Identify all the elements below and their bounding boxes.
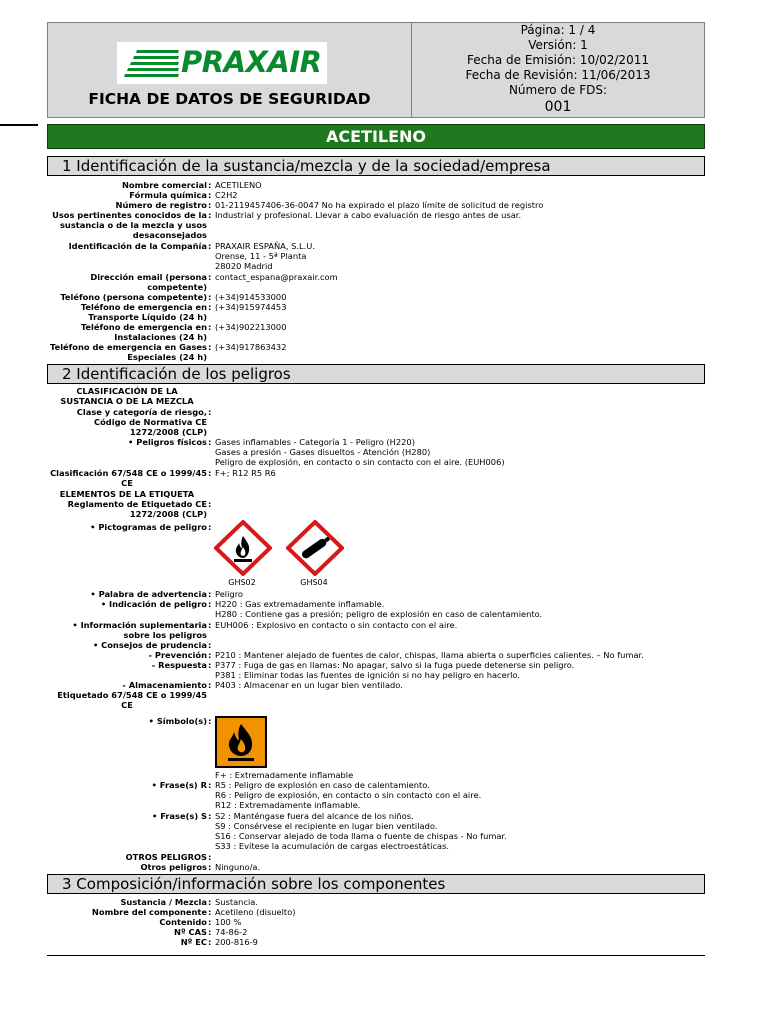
colon: : (208, 780, 212, 790)
s1-value: (+34)917863432 (215, 342, 287, 352)
colon: : (208, 499, 212, 509)
logo-stripes-icon (123, 48, 181, 78)
s2-value: Peligro de explosión, en contacto o sin contacto con el aire. (EUH006) (215, 457, 505, 467)
s2-label: Otros peligros (140, 862, 207, 872)
colon: : (208, 620, 212, 630)
s1-label: Dirección email (persona (90, 272, 207, 282)
s2-value: S16 : Conservar alejado de toda llama o fuente de chispas - No fumar. (215, 831, 507, 841)
section-3-heading: 3 Composición/información sobre los componentes (47, 874, 705, 894)
s2-label: • Símbolo(s) (148, 716, 207, 726)
s3-label: Nombre del componente (91, 907, 207, 917)
s1-value: (+34)914533000 (215, 292, 287, 302)
colon: : (208, 241, 212, 251)
s3-value: 100 % (215, 917, 242, 927)
s2-value: P381 : Eliminar todas las fuentes de ignición si no hay peligro en hacerlo. (215, 670, 520, 680)
s2-label: • Palabra de advertencia (90, 589, 207, 599)
s1-label: Nombre comercial (121, 180, 207, 190)
s2-value: EUH006 : Explosivo en contacto o sin contacto con el aire. (215, 620, 458, 630)
sds-number: 001 (412, 98, 704, 117)
s2-value: F+; R12 R5 R6 (215, 468, 276, 478)
colon: : (208, 862, 212, 872)
s2-label: - Respuesta (151, 660, 207, 670)
logo-wordmark: PRAXAIR (181, 45, 322, 79)
colon: : (208, 811, 212, 821)
ghs04-label: GHS04 (300, 578, 328, 587)
flammable-symbol-icon (215, 716, 267, 768)
s2-label: • Frase(s) R (151, 780, 207, 790)
ghs02-label: GHS02 (228, 578, 256, 587)
colon: : (208, 852, 212, 862)
s1-label: Usos pertinentes conocidos de la (52, 210, 207, 220)
s3-value: Acetileno (disuelto) (215, 907, 296, 917)
s2-value: Gases inflamables - Categoría 1 - Peligro (H220) (215, 437, 415, 447)
s2-label: Clase y categoría de riesgo, (76, 407, 207, 417)
colon: : (208, 650, 212, 660)
colon: : (208, 917, 212, 927)
ghs04-gas-cylinder-icon (286, 520, 344, 576)
colon: : (208, 468, 212, 478)
colon: : (208, 322, 212, 332)
s2-label: - Almacenamiento (122, 680, 207, 690)
s1-value: Orense, 11 - 5ª Planta (215, 251, 307, 261)
s2-value: R12 : Extremadamente inflamable. (215, 800, 361, 810)
s2-label: • Pictogramas de peligro (90, 522, 207, 532)
colon: : (208, 937, 212, 947)
s2-value: S2 : Manténgase fuera del alcance de los niños. (215, 811, 414, 821)
section-1-heading: 1 Identificación de la sustancia/mezcla y de la sociedad/empresa (47, 156, 705, 176)
product-name-bar: ACETILENO (47, 124, 705, 149)
header-info-box (412, 22, 705, 118)
s1-value: Industrial y profesional. Llevar a cabo evaluación de riesgo antes de usar. (215, 210, 522, 220)
s2-heading-label: SUSTANCIA O DE LA MEZCLA (60, 396, 194, 406)
s2-value: S33 : Evítese la acumulación de cargas electroestáticas. (215, 841, 450, 851)
s1-value: C2H2 (215, 190, 238, 200)
s1-label: Transporte Líquido (24 h) (88, 312, 207, 322)
s1-label: Número de registro (115, 200, 207, 210)
s1-label: Teléfono de emergencia en (80, 322, 207, 332)
section-2-heading: 2 Identificación de los peligros (47, 364, 705, 384)
s2-label: - Prevención (148, 650, 207, 660)
s1-value: contact_espana@praxair.com (215, 272, 338, 282)
s2-label: sobre los peligros (123, 630, 207, 640)
s2-value: H220 : Gas extremadamente inflamable. (215, 599, 385, 609)
s3-label: Nº EC (180, 937, 207, 947)
s2-value: P403 : Almacenar en un lugar bien ventilado. (215, 680, 403, 690)
s2-label: Código de Normativa CE (94, 417, 207, 427)
document-title: FICHA DE DATOS DE SEGURIDAD (88, 90, 371, 108)
s1-value: (+34)915974453 (215, 302, 287, 312)
s1-label: Identificación de la Compañía (68, 241, 207, 251)
s2-value: P210 : Mantener alejado de fuentes de calor, chispas, llama abierta o superficies calientes. – No fumar. (215, 650, 644, 660)
s1-label: Instalaciones (24 h) (114, 332, 207, 342)
colon: : (208, 407, 212, 417)
s2-value: Ninguno/a. (215, 862, 261, 872)
s2-value: R5 : Peligro de explosión en caso de calentamiento. (215, 780, 430, 790)
colon: : (208, 907, 212, 917)
s1-label: Fórmula química (129, 190, 207, 200)
s2-label: 1272/2008 (CLP) (129, 509, 207, 519)
s3-label: Sustancia / Mezcla (120, 897, 207, 907)
s3-value: 74-86-2 (215, 927, 248, 937)
margin-mark (0, 124, 38, 126)
s2-label: • Indicación de peligro (100, 599, 207, 609)
colon: : (208, 680, 212, 690)
colon: : (208, 599, 212, 609)
s1-label: Especiales (24 h) (127, 352, 207, 362)
revision-date: Fecha de Revisión: 11/06/2013 (412, 68, 704, 84)
page-number: Página: 1 / 4 (412, 23, 704, 39)
colon: : (208, 716, 212, 726)
colon: : (208, 302, 212, 312)
version: Versión: 1 (412, 38, 704, 54)
s3-value: 200-816-9 (215, 937, 258, 947)
colon: : (208, 437, 212, 447)
s1-label: Teléfono de emergencia en (80, 302, 207, 312)
colon: : (208, 342, 212, 352)
colon: : (208, 640, 212, 650)
s2-value: Peligro (215, 589, 243, 599)
s2-label: • Frase(s) S (152, 811, 207, 821)
s1-value: 01-2119457406-36-0047 No ha expirado el plazo límite de solicitud de registro (215, 200, 544, 210)
colon: : (208, 180, 212, 190)
colon: : (208, 292, 212, 302)
s2-label: Clasificación 67/548 CE o 1999/45 (50, 468, 207, 478)
s1-value: 28020 Madrid (215, 261, 273, 271)
praxair-logo (117, 42, 327, 84)
s1-label: sustancia o de la mezcla y usos (59, 220, 207, 230)
sds-number-label: Número de FDS: (412, 83, 704, 99)
colon: : (208, 210, 212, 220)
colon: : (208, 200, 212, 210)
s2-value: S9 : Consérvese el recipiente en lugar bien ventilado. (215, 821, 438, 831)
s3-label: Nº CAS (174, 927, 207, 937)
s2-value: P377 : Fuga de gas en llamas: No apagar, salvo si la fuga puede detenerse sin peligro. (215, 660, 575, 670)
colon: : (208, 522, 212, 532)
s2-heading-label: ELEMENTOS DE LA ETIQUETA (59, 489, 195, 499)
colon: : (208, 927, 212, 937)
s2-label: Etiquetado 67/548 CE o 1999/45 (57, 690, 207, 700)
s2-label: Reglamento de Etiquetado CE (67, 499, 207, 509)
s1-label: desaconsejados (132, 230, 207, 240)
s2-label: CE (121, 478, 133, 488)
colon: : (208, 272, 212, 282)
s3-label: Contenido (159, 917, 207, 927)
colon: : (208, 190, 212, 200)
s2-heading-label: CLASIFICACIÓN DE LA (76, 386, 178, 396)
s1-value: ACETILENO (215, 180, 262, 190)
s1-label: competente) (147, 282, 207, 292)
s1-label: Teléfono (persona competente) (60, 292, 207, 302)
s2-heading-label: OTROS PELIGROS (125, 852, 207, 862)
s2-value: R6 : Peligro de explosión, en contacto o sin contacto con el aire. (215, 790, 482, 800)
colon: : (208, 660, 212, 670)
s2-label: CE (121, 700, 133, 710)
s2-value: F+ : Extremadamente inflamable (215, 770, 354, 780)
s2-label: 1272/2008 (CLP) (129, 427, 207, 437)
s2-value: H280 : Contiene gas a presión; peligro de explosión en caso de calentamiento. (215, 609, 543, 619)
s2-label: • Consejos de prudencia (92, 640, 207, 650)
s2-label: • Información suplementaria (72, 620, 207, 630)
colon: : (208, 589, 212, 599)
s3-value: Sustancia. (215, 897, 259, 907)
s2-value: Gases a presión - Gases disueltos - Atención (H280) (215, 447, 431, 457)
s1-value: PRAXAIR ESPAÑA, S.L.U. (215, 241, 316, 251)
issue-date: Fecha de Emisión: 10/02/2011 (412, 53, 704, 69)
s2-label: • Peligros físicos (128, 437, 207, 447)
ghs02-flame-icon (214, 520, 272, 576)
colon: : (208, 897, 212, 907)
page-bottom-rule (47, 955, 705, 956)
s1-label: Teléfono de emergencia en Gases (50, 342, 207, 352)
s1-value: (+34)902213000 (215, 322, 287, 332)
